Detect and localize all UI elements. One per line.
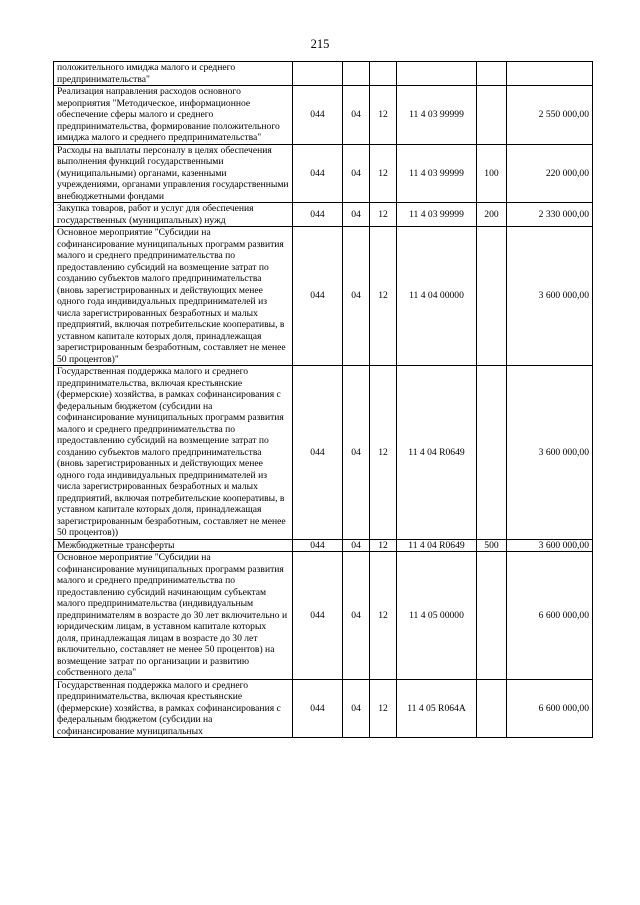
budget-table: [53, 61, 593, 738]
table-row: [54, 366, 593, 540]
section-code: [343, 62, 370, 86]
row-description: положительного имиджа малого и среднего предпринимательства": [54, 62, 293, 86]
budget-table-body: [54, 62, 593, 738]
section-code: 04: [343, 203, 370, 227]
row-description: Основное мероприятие "Субсидии на софинансирование муниципальных программ развития малого и среднего предпринимательства по предоставлению субсидий на возмещение затрат по созданию субъектов малого предпринимательства (вновь зарегистрированных и действующих менее одного года индивидуальных предпринимателей из числа зарегистрированных безработных и малых предприятий, включая потребительские кооперативы, в уставном капитале которых доля, принадлежащая зарегистрированным безработным, составляет не менее 50 процентов)": [54, 227, 293, 366]
ministry-code: 044: [293, 144, 343, 203]
subsection-code: 12: [370, 203, 397, 227]
expense-type-code: 500: [477, 539, 507, 552]
target-article-code: 11 4 04 R0649: [397, 366, 477, 540]
amount: [507, 62, 593, 86]
ministry-code: 044: [293, 366, 343, 540]
row-description: Основное мероприятие "Субсидии на софинансирование муниципальных программ развития малого и среднего предпринимательства по предоставлению субсидий начинающим субъектам малого предпринимательства (индивидуальным предпринимателям в возрасте до 30 лет включительно и юридическим лицам, в уставном капитале которых доля, принадлежащая лицам в возрасте до 30 лет включительно, составляет не менее 50 процентов) на возмещение затрат по организации и развитию собственного дела": [54, 552, 293, 680]
expense-type-code: 100: [477, 144, 507, 203]
subsection-code: 12: [370, 86, 397, 145]
target-article-code: 11 4 04 00000: [397, 227, 477, 366]
ministry-code: 044: [293, 552, 343, 680]
amount: 6 600 000,00: [507, 552, 593, 680]
ministry-code: 044: [293, 86, 343, 145]
ministry-code: 044: [293, 203, 343, 227]
section-code: 04: [343, 552, 370, 680]
subsection-code: 12: [370, 539, 397, 552]
table-row: [54, 227, 593, 366]
amount: 3 600 000,00: [507, 539, 593, 552]
subsection-code: 12: [370, 144, 397, 203]
section-code: 04: [343, 144, 370, 203]
section-code: 04: [343, 679, 370, 738]
row-description: Расходы на выплаты персоналу в целях обеспечения выполнения функций государственными (муниципальными) органами, казенными учреждениями, органами управления государственными внебюджетными фондами: [54, 144, 293, 203]
section-code: 04: [343, 227, 370, 366]
amount: 2 550 000,00: [507, 86, 593, 145]
expense-type-code: [477, 552, 507, 680]
section-code: 04: [343, 539, 370, 552]
subsection-code: 12: [370, 227, 397, 366]
ministry-code: 044: [293, 679, 343, 738]
expense-type-code: [477, 679, 507, 738]
section-code: 04: [343, 366, 370, 540]
row-description: Закупка товаров, работ и услуг для обеспечения государственных (муниципальных) нужд: [54, 203, 293, 227]
target-article-code: 11 4 03 99999: [397, 203, 477, 227]
ministry-code: 044: [293, 539, 343, 552]
row-description: Реализация направления расходов основного мероприятия "Методическое, информационное обеспечение сферы малого и среднего предпринимательства, формирование положительного имиджа малого и среднего предпринимательства": [54, 86, 293, 145]
row-description: Государственная поддержка малого и среднего предпринимательства, включая крестьянские (фермерские) хозяйства, в рамках софинансирования с федеральным бюджетом (субсидии на софинансирование муниципальных программ развития малого и среднего предпринимательства по предоставлению субсидий на возмещение затрат по созданию субъектов малого предпринимательства (вновь зарегистрированных и действующих менее одного года индивидуальных предпринимателей из числа зарегистрированных безработных и малых предприятий, включая потребительские кооперативы, в уставном капитале которых доля, принадлежащая зарегистрированным безработным, составляет не менее 50 процентов)): [54, 366, 293, 540]
amount: 3 600 000,00: [507, 366, 593, 540]
table-row: [54, 62, 593, 86]
ministry-code: [293, 62, 343, 86]
subsection-code: [370, 62, 397, 86]
row-description: Межбюджетные трансферты: [54, 539, 293, 552]
table-row: [54, 144, 593, 203]
table-row: [54, 552, 593, 680]
subsection-code: 12: [370, 679, 397, 738]
section-code: 04: [343, 86, 370, 145]
expense-type-code: [477, 366, 507, 540]
expense-type-code: [477, 86, 507, 145]
table-row: [54, 86, 593, 145]
table-row: [54, 203, 593, 227]
row-description: Государственная поддержка малого и среднего предпринимательства, включая крестьянские (фермерские) хозяйства, в рамках софинансирования с федеральным бюджетом (субсидии на софинансирование муниципальных: [54, 679, 293, 738]
table-row: [54, 679, 593, 738]
page-number: 215: [310, 37, 330, 51]
amount: 6 600 000,00: [507, 679, 593, 738]
subsection-code: 12: [370, 552, 397, 680]
target-article-code: 11 4 05 00000: [397, 552, 477, 680]
expense-type-code: [477, 227, 507, 366]
subsection-code: 12: [370, 366, 397, 540]
table-row: [54, 539, 593, 552]
target-article-code: [397, 62, 477, 86]
target-article-code: 11 4 05 R064A: [397, 679, 477, 738]
expense-type-code: [477, 62, 507, 86]
amount: 220 000,00: [507, 144, 593, 203]
amount: 2 330 000,00: [507, 203, 593, 227]
amount: 3 600 000,00: [507, 227, 593, 366]
ministry-code: 044: [293, 227, 343, 366]
expense-type-code: 200: [477, 203, 507, 227]
target-article-code: 11 4 03 99999: [397, 86, 477, 145]
target-article-code: 11 4 04 R0649: [397, 539, 477, 552]
target-article-code: 11 4 03 99999: [397, 144, 477, 203]
